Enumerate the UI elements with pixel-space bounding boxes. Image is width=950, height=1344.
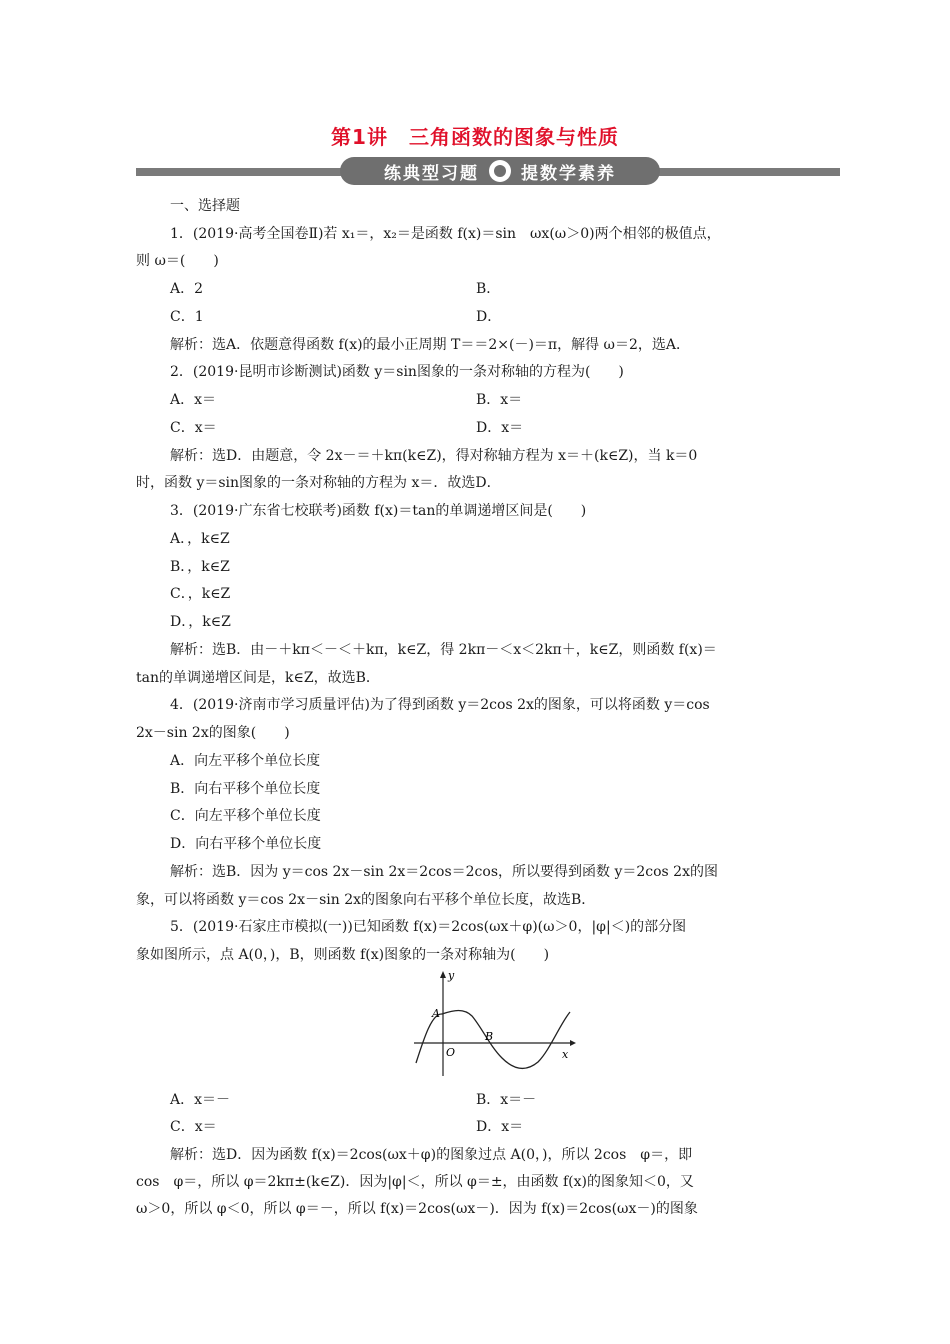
question-4-line-2: 2x－sin 2x的图象( ) [136, 725, 290, 741]
x-axis-label: x [562, 1048, 569, 1061]
q5-solution-line-1: 解析：选D．因为函数 f(x)＝2cos(ωx＋φ)的图象过点 A(0，)，所以 2cos φ＝，即 [170, 1147, 693, 1163]
q2-option-a: A．x＝ [170, 392, 217, 408]
banner-badge-icon [489, 160, 511, 182]
q5-solution-line-2: cos φ＝，所以 φ＝2kπ±(k∈Z)．因为|φ|＜，所以 φ＝±，由函数 f(x)的图象知＜0，又 [136, 1174, 694, 1190]
q3-option-c: C．，k∈Z [170, 586, 231, 602]
q1-solution: 解析：选A．依题意得函数 f(x)的最小正周期 T＝＝2×(－)＝π，解得 ω＝2，选A． [170, 337, 690, 353]
q1-option-d: D． [476, 309, 502, 325]
origin-label: O [446, 1046, 456, 1059]
q2-option-b: B．x＝ [476, 392, 523, 408]
point-a-label: A [432, 1007, 440, 1020]
q4-option-a: A．向左平移个单位长度 [170, 753, 321, 769]
question-4-line-1: 4．(2019·济南市学习质量评估)为了得到函数 y＝2cos 2x的图象，可以将函数 y＝cos [170, 697, 710, 713]
y-axis-label: y [448, 969, 455, 982]
q3-solution-line-2: tan的单调递增区间是，k∈Z，故选B． [136, 670, 380, 686]
question-5-line-2: 象如图所示，点 A(0，)，B，则函数 f(x)图象的一条对称轴为( ) [136, 947, 550, 963]
section-heading: 一、选择题 [170, 198, 240, 214]
section-banner [340, 157, 660, 185]
q5-option-b: B．x＝－ [476, 1092, 537, 1108]
q3-option-a: A．，k∈Z [170, 531, 230, 547]
q4-solution-line-1: 解析：选B．因为 y＝cos 2x－sin 2x＝2cos＝2cos，所以要得到函数 y＝2cos 2x的图 [170, 864, 718, 880]
q2-solution-line-1: 解析：选D．由题意，令 2x－＝＋kπ(k∈Z)，得对称轴方程为 x＝＋(k∈Z)，当 k＝0 [170, 448, 698, 464]
question-5-line-1: 5．(2019·石家庄市模拟(一))已知函数 f(x)＝2cos(ωx＋φ)(ω＞0，|φ|＜)的部分图 [170, 919, 687, 935]
banner-right-text: 提数学素养 [521, 163, 616, 184]
q1-option-b: B． [476, 281, 501, 297]
q5-option-c: C．x＝ [170, 1119, 217, 1135]
q4-option-c: C．向左平移个单位长度 [170, 808, 321, 824]
q5-option-a: A．x＝－ [170, 1092, 231, 1108]
x-axis-arrow-icon [570, 1040, 576, 1046]
q5-solution-line-3: ω＞0，所以 φ＜0，所以 φ＝－，所以 f(x)＝2cos(ωx－)．因为 f(x)＝2cos(ωx－)的图象 [136, 1201, 698, 1217]
q3-option-d: D．，k∈Z [170, 614, 231, 630]
page-title: 第1讲 三角函数的图象与性质 [331, 125, 619, 149]
y-axis-arrow-icon [440, 971, 446, 978]
q2-option-d: D．x＝ [476, 420, 524, 436]
q5-option-d: D．x＝ [476, 1119, 524, 1135]
question-3: 3．(2019·广东省七校联考)函数 f(x)＝tan的单调递增区间是( ) [170, 503, 587, 519]
q2-solution-line-2: 时，函数 y＝sin图象的一条对称轴的方程为 x＝．故选D． [136, 475, 501, 491]
banner-left-text: 练典型习题 [384, 163, 479, 184]
question-1-line-1: 1．(2019·高考全国卷Ⅱ)若 x₁＝，x₂＝是函数 f(x)＝sin ωx(ω＞0)两个相邻的极值点， [170, 226, 721, 242]
q3-solution-line-1: 解析：选B．由－＋kπ＜－＜＋kπ，k∈Z，得 2kπ－＜x＜2kπ＋，k∈Z，则函数 f(x)＝ [170, 642, 717, 658]
question-2: 2．(2019·昆明市诊断测试)函数 y＝sin图象的一条对称轴的方程为( ) [170, 364, 624, 380]
q4-option-b: B．向右平移个单位长度 [170, 781, 321, 797]
q1-option-a: A．2 [170, 281, 204, 297]
question-1-line-2: 则 ω＝( ) [136, 253, 219, 269]
q1-option-c: C．1 [170, 309, 204, 325]
q3-option-b: B．，k∈Z [170, 559, 230, 575]
cosine-graph-figure [410, 968, 580, 1084]
point-b-label: B [485, 1030, 494, 1043]
q4-option-d: D．向右平移个单位长度 [170, 836, 322, 852]
q2-option-c: C．x＝ [170, 420, 217, 436]
q4-solution-line-2: 象，可以将函数 y＝cos 2x－sin 2x的图象向右平移个单位长度，故选B． [136, 892, 596, 908]
